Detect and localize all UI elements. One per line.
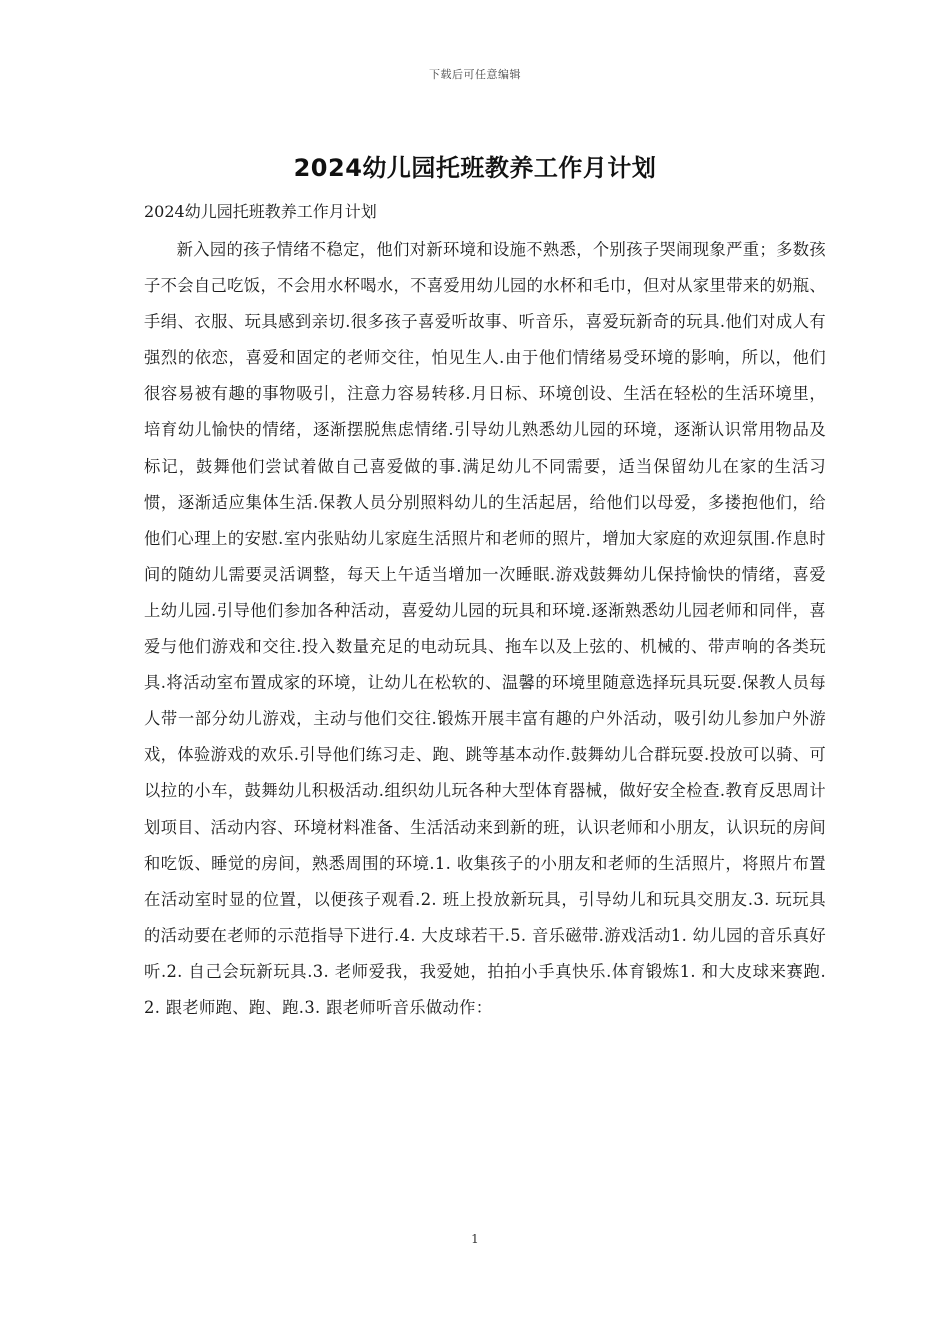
page-number: 1 <box>471 1232 479 1246</box>
document-subtitle: 2024幼儿园托班教养工作月计划 <box>144 202 377 221</box>
document-title: 2024幼儿园托班教养工作月计划 <box>293 154 657 182</box>
document-body-paragraph: 新入园的孩子情绪不稳定，他们对新环境和设施不熟悉，个别孩子哭闹现象严重；多数孩子不会自己吃饭，不会用水杯喝水，不喜爱用幼儿园的水杯和毛巾，但对从家里带来的奶瓶、手绢、衣服、玩具感到亲切.很多孩子喜爱听故事、听音乐，喜爱玩新奇的玩具.他们对成人有强烈的依恋，喜爱和固定的老师交往，怕见生人.由于他们情绪易受环境的影响，所以，他们很容易被有趣的事物吸引，注意力容易转移.月日标、环境创设、生活在轻松的生活环境里，培育幼儿愉快的情绪，逐渐摆脱焦虑情绪.引导幼儿熟悉幼儿园的环境，逐渐认识常用物品及标记，鼓舞他们尝试着做自己喜爱做的事.满足幼儿不同需要，适当保留幼儿在家的生活习惯，逐渐适应集体生活.保教人员分别照料幼儿的生活起居，给他们以母爱，多搂抱他们，给他们心理上的安慰.室内张贴幼儿家庭生活照片和老师的照片，增加大家庭的欢迎氛围.作息时间的随幼儿需要灵活调整，每天上午适当增加一次睡眠.游戏鼓舞幼儿保持愉快的情绪，喜爱上幼儿园.引导他们参加各种活动，喜爱幼儿园的玩具和环境.逐渐熟悉幼儿园老师和同伴，喜爱与他们游戏和交往.投入数量充足的电动玩具、拖车以及上弦的、机械的、带声响的各类玩具.将活动室布置成家的环境，让幼儿在松软的、温馨的环境里随意选择玩具玩耍.保教人员每人带一部分幼儿游戏，主动与他们交往.锻炼开展丰富有趣的户外活动，吸引幼儿参加户外游戏，体验游戏的欢乐.引导他们练习走、跑、跳等基本动作.鼓舞幼儿合群玩耍.投放可以骑、可以拉的小车，鼓舞幼儿积极活动.组织幼儿玩各种大型体育器械，做好安全检查.教育反思周计划项目、活动内容、环境材料准备、生活活动来到新的班，认识老师和小朋友，认识玩的房间和吃饭、睡觉的房间，熟悉周围的环境.1. 收集孩子的小朋友和老师的生活照片，将照片布置在活动室时显的位置，以便孩子观看.2. 班上投放新玩具，引导幼儿和玩具交朋友.3. 玩玩具的活动要在老师的示范指导下进行.4. 大皮球若干.5. 音乐磁带.游戏活动1. 幼儿园的音乐真好听.2. 自己会玩新玩具.3. 老师爱我，我爱她，拍拍小手真快乐.体育锻炼1. 和大皮球来赛跑.2. 跟老师跑、跑、跑.3. 跟老师听音乐做动作： <box>144 240 826 1017</box>
page-header-note: 下载后可任意编辑 <box>429 68 521 81</box>
